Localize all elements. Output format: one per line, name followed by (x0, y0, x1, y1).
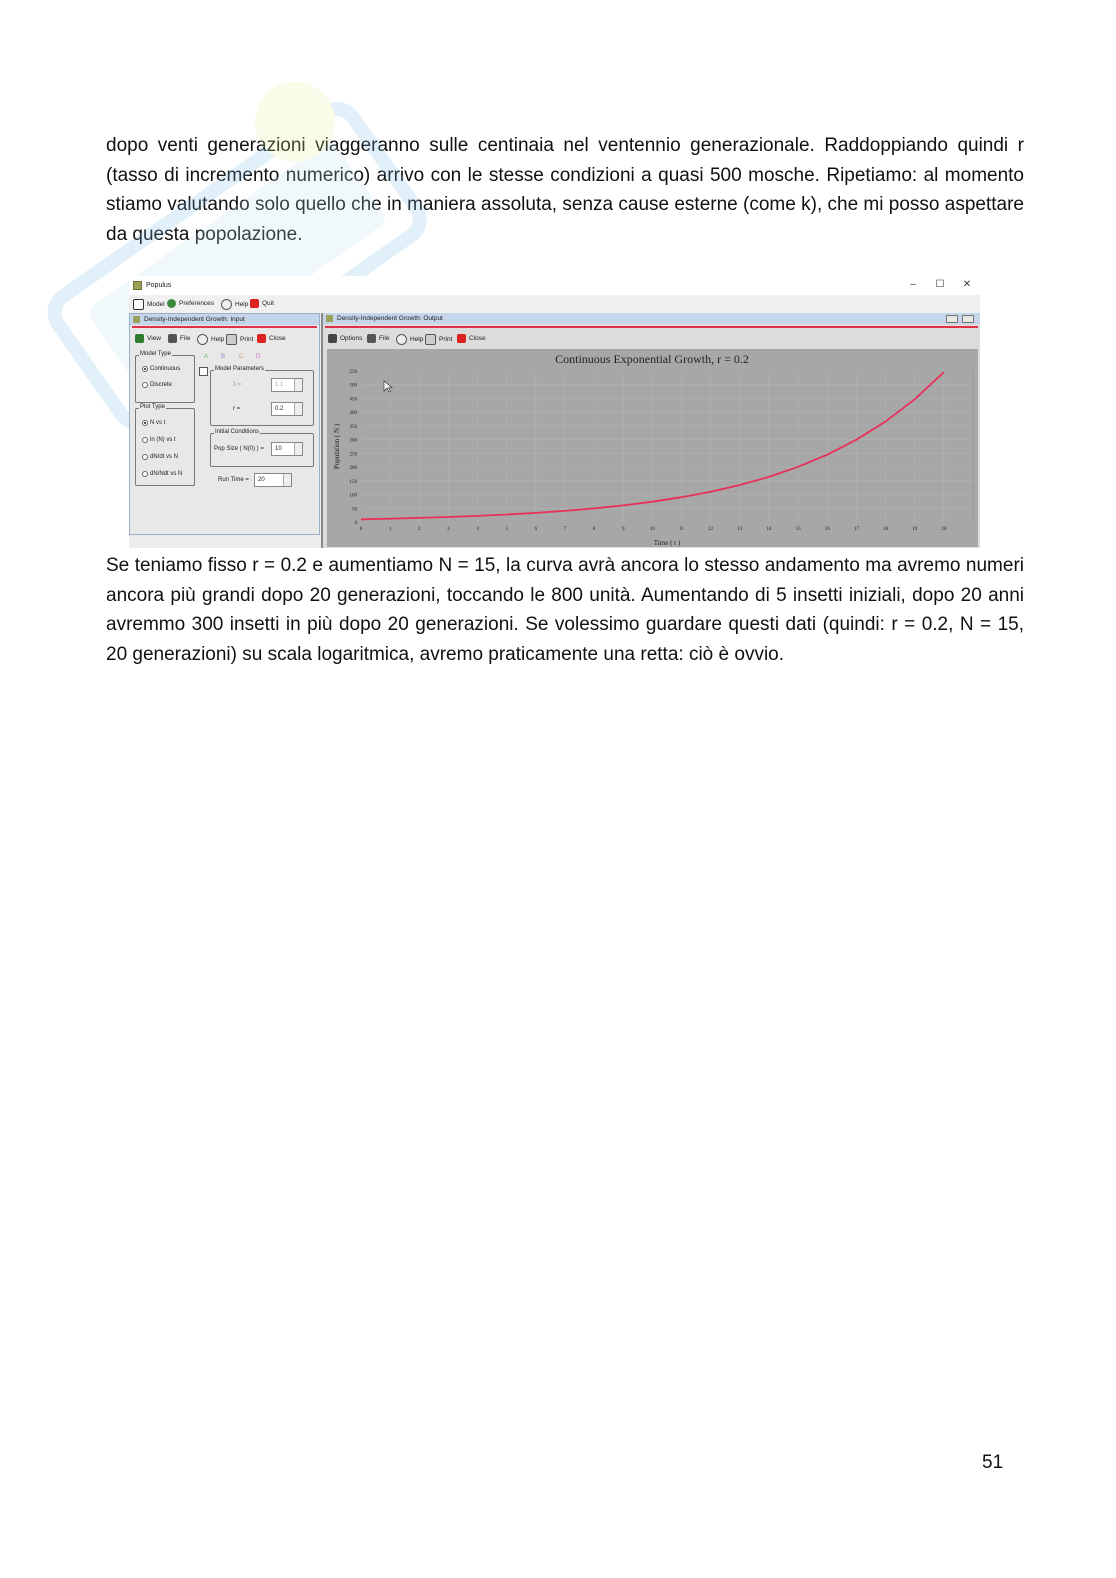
pane-icon (133, 316, 140, 323)
menu-preferences[interactable] (167, 299, 214, 308)
spinner-arrows[interactable] (283, 474, 291, 486)
lightbulb-icon (396, 334, 407, 345)
quit-x-icon (250, 299, 259, 308)
maximize-button[interactable]: ☐ (935, 279, 945, 290)
x-tick-label: 6 (534, 527, 538, 532)
file-icon (367, 334, 376, 343)
initial-conditions-group (210, 429, 314, 467)
model-type-label: Model Type (140, 351, 171, 357)
menu-quit[interactable] (250, 299, 274, 308)
input-pane-title-text: Density-Independent Growth: Input (144, 316, 245, 323)
plot-type-label: Plot Type (140, 404, 165, 410)
x-tick-label: 13 (737, 527, 743, 532)
x-tick-label: 3 (447, 527, 450, 532)
help-button[interactable] (197, 334, 224, 345)
tab-c[interactable]: C (239, 354, 244, 360)
lightbulb-icon (197, 334, 208, 345)
y-tick-label: 500 (349, 383, 357, 389)
r-value: 0.2 (275, 406, 284, 412)
radio-continuous[interactable] (142, 366, 180, 372)
x-tick-label: 15 (795, 527, 801, 532)
radio-dot (142, 382, 148, 388)
printer-icon (226, 334, 237, 345)
initial-conditions-label: Initial Conditions (215, 429, 260, 435)
options-label: Options (340, 335, 363, 342)
spinner-arrows[interactable] (294, 443, 302, 455)
close-x-icon (457, 334, 466, 343)
growth-chart (327, 349, 978, 547)
help-label: Help (410, 336, 424, 343)
y-tick-label: 50 (352, 507, 357, 513)
printer-icon (425, 334, 436, 345)
output-toolbar (323, 331, 980, 346)
preferences-icon (167, 299, 176, 308)
x-tick-label: 17 (853, 527, 859, 532)
r-input[interactable] (271, 402, 303, 416)
x-tick-label: 20 (941, 527, 947, 532)
x-axis-label: Time ( t ) (653, 539, 681, 547)
radio-dnndt-label: dN/Ndt vs N (150, 471, 183, 477)
view-button[interactable] (135, 334, 161, 343)
radio-discrete[interactable] (142, 382, 172, 388)
input-pane-title (130, 314, 319, 325)
run-time-input[interactable] (254, 473, 292, 487)
x-tick-label: 12 (708, 527, 714, 532)
close-pane-button[interactable] (257, 334, 286, 343)
x-tick-label: 18 (883, 527, 889, 532)
output-pane (321, 313, 980, 548)
y-tick-label: 0 (354, 521, 357, 526)
radio-dot (142, 420, 148, 426)
x-tick-label: 9 (622, 527, 625, 532)
spinner-arrows[interactable] (294, 379, 302, 391)
pop-size-input[interactable] (271, 442, 303, 456)
y-tick-label: 200 (349, 466, 357, 472)
app-icon (133, 281, 142, 290)
file-label: File (379, 335, 390, 342)
tab-b[interactable]: B (221, 354, 226, 360)
y-tick-label: 450 (349, 397, 357, 403)
menubar (129, 295, 980, 313)
spinner-arrows[interactable] (294, 403, 302, 415)
plot-area (327, 349, 978, 547)
model-type-group (135, 351, 195, 403)
page-number: 51 (982, 1452, 1004, 1473)
close-label: Close (469, 335, 486, 342)
x-tick-label: 0 (359, 527, 363, 532)
lambda-label: λ = (233, 382, 242, 388)
menu-model-label: Model (147, 301, 165, 308)
y-tick-label: 550 (349, 370, 357, 375)
plot-type-group (135, 404, 195, 486)
close-pane-button[interactable] (457, 334, 486, 343)
menu-quit-label: Quit (262, 300, 274, 307)
input-pane (129, 313, 320, 535)
radio-ln-n-vs-t[interactable] (142, 437, 176, 443)
paragraph-1: dopo venti generazioni viaggeranno sulle centinaia nel ventennio generazionale. Raddoppiando quindi r (tasso di incremento numerico) arrivo con le stesse condizioni a quasi 500 mosche. Ripetiamo: al momento stiamo valutando solo quello che in maniera assoluta, senza cause esterne (come k), che mi posso aspettare da questa popolazione. (106, 135, 1024, 245)
run-time-label: Run Time = (218, 477, 249, 483)
y-axis-label: Population ( N ) (333, 423, 341, 470)
model-parameters-group (210, 366, 314, 426)
x-tick-label: 5 (505, 527, 508, 532)
x-tick-label: 4 (476, 527, 479, 532)
file-label: File (180, 335, 191, 342)
radio-dot (142, 471, 148, 477)
view-icon (135, 334, 144, 343)
pane-icon (326, 315, 333, 322)
accent-line (325, 326, 978, 328)
x-tick-label: 10 (649, 527, 655, 532)
file-icon (168, 334, 177, 343)
x-tick-label: 2 (418, 527, 421, 532)
radio-dndt-label: dN/dt vs N (150, 454, 179, 460)
model-icon (133, 299, 144, 310)
radio-n-vs-t[interactable] (142, 420, 165, 426)
y-tick-label: 250 (349, 452, 357, 458)
maximize-pane-button[interactable] (962, 315, 974, 323)
close-button[interactable]: ✕ (962, 279, 972, 290)
model-checkbox[interactable] (199, 367, 208, 376)
accent-line (132, 326, 317, 328)
radio-n-vs-t-label: N vs t (150, 420, 166, 426)
radio-dot (142, 454, 148, 460)
y-tick-label: 400 (349, 411, 357, 417)
help-label: Help (211, 336, 225, 343)
print-label: Print (439, 336, 453, 343)
lightbulb-icon (221, 299, 232, 310)
tab-d[interactable]: D (256, 354, 261, 360)
window-titlebar (129, 276, 980, 295)
window-title: Populus (146, 282, 172, 289)
x-tick-label: 14 (766, 527, 772, 532)
y-tick-label: 100 (349, 493, 357, 499)
help-button[interactable] (396, 334, 423, 345)
lambda-input[interactable] (271, 378, 303, 392)
input-toolbar (130, 331, 319, 346)
output-pane-title (323, 313, 980, 324)
x-tick-label: 16 (824, 527, 830, 532)
paragraph-2: Se teniamo fisso r = 0.2 e aumentiamo N = 15, la curva avrà ancora lo stesso andamento ma avremo numeri ancora più grandi dopo 20 generazioni, toccando le 800 unità. Aumentando di 5 insetti iniziali, dopo 20 anni avremmo 300 insetti in più dopo 20 generazioni. Se volessimo guardare questi dati (quindi: r = 0.2, N = 15, 20 generazioni) su scala logaritmica, avremo praticamente una retta: ciò è ovvio. (106, 555, 1024, 665)
populus-screenshot (129, 276, 980, 548)
radio-continuous-label: Continuous (150, 366, 181, 372)
lambda-value: 1.1 (275, 382, 284, 388)
print-button[interactable] (226, 334, 253, 345)
options-icon (328, 334, 337, 343)
options-button[interactable] (328, 334, 362, 343)
y-tick-label: 300 (349, 438, 357, 444)
x-tick-label: 8 (592, 527, 596, 532)
run-time-value: 20 (258, 477, 265, 483)
pop-size-label: Pop Size ( N(0) ) = (214, 446, 264, 452)
x-tick-label: 19 (912, 527, 918, 532)
model-parameters-label: Model Parameters (215, 366, 265, 372)
print-label: Print (240, 336, 254, 343)
x-tick-label: 7 (563, 527, 567, 532)
file-button[interactable] (367, 334, 389, 343)
close-label: Close (269, 335, 286, 342)
x-tick-label: 11 (679, 527, 684, 532)
minimize-button[interactable]: – (910, 279, 916, 290)
ticks (350, 370, 947, 532)
chart-title: Continuous Exponential Growth, r = 0.2 (555, 352, 749, 366)
pop-size-value: 10 (275, 446, 282, 452)
radio-dndt-vs-n[interactable] (142, 454, 178, 460)
restore-pane-button[interactable] (946, 315, 958, 323)
tab-a[interactable]: A (204, 354, 209, 360)
output-pane-title-text: Density-Independent Growth: Output (337, 315, 443, 322)
radio-dnndt-vs-n[interactable] (142, 471, 182, 477)
y-tick-label: 350 (349, 424, 357, 430)
menu-preferences-label: Preferences (179, 300, 215, 307)
close-x-icon (257, 334, 266, 343)
x-tick-label: 1 (388, 527, 392, 532)
mouse-cursor-icon (384, 381, 392, 392)
r-label: r = (233, 406, 241, 412)
radio-dot (142, 437, 148, 443)
radio-dot (142, 366, 148, 372)
menu-help-label: Help (235, 301, 249, 308)
y-tick-label: 150 (349, 479, 357, 485)
file-button[interactable] (168, 334, 190, 343)
radio-discrete-label: Discrete (150, 382, 173, 388)
view-label: View (147, 335, 161, 342)
menu-help[interactable] (221, 299, 248, 310)
menu-model[interactable] (133, 299, 165, 310)
radio-ln-n-label: ln (N) vs t (150, 437, 176, 443)
print-button[interactable] (425, 334, 452, 345)
